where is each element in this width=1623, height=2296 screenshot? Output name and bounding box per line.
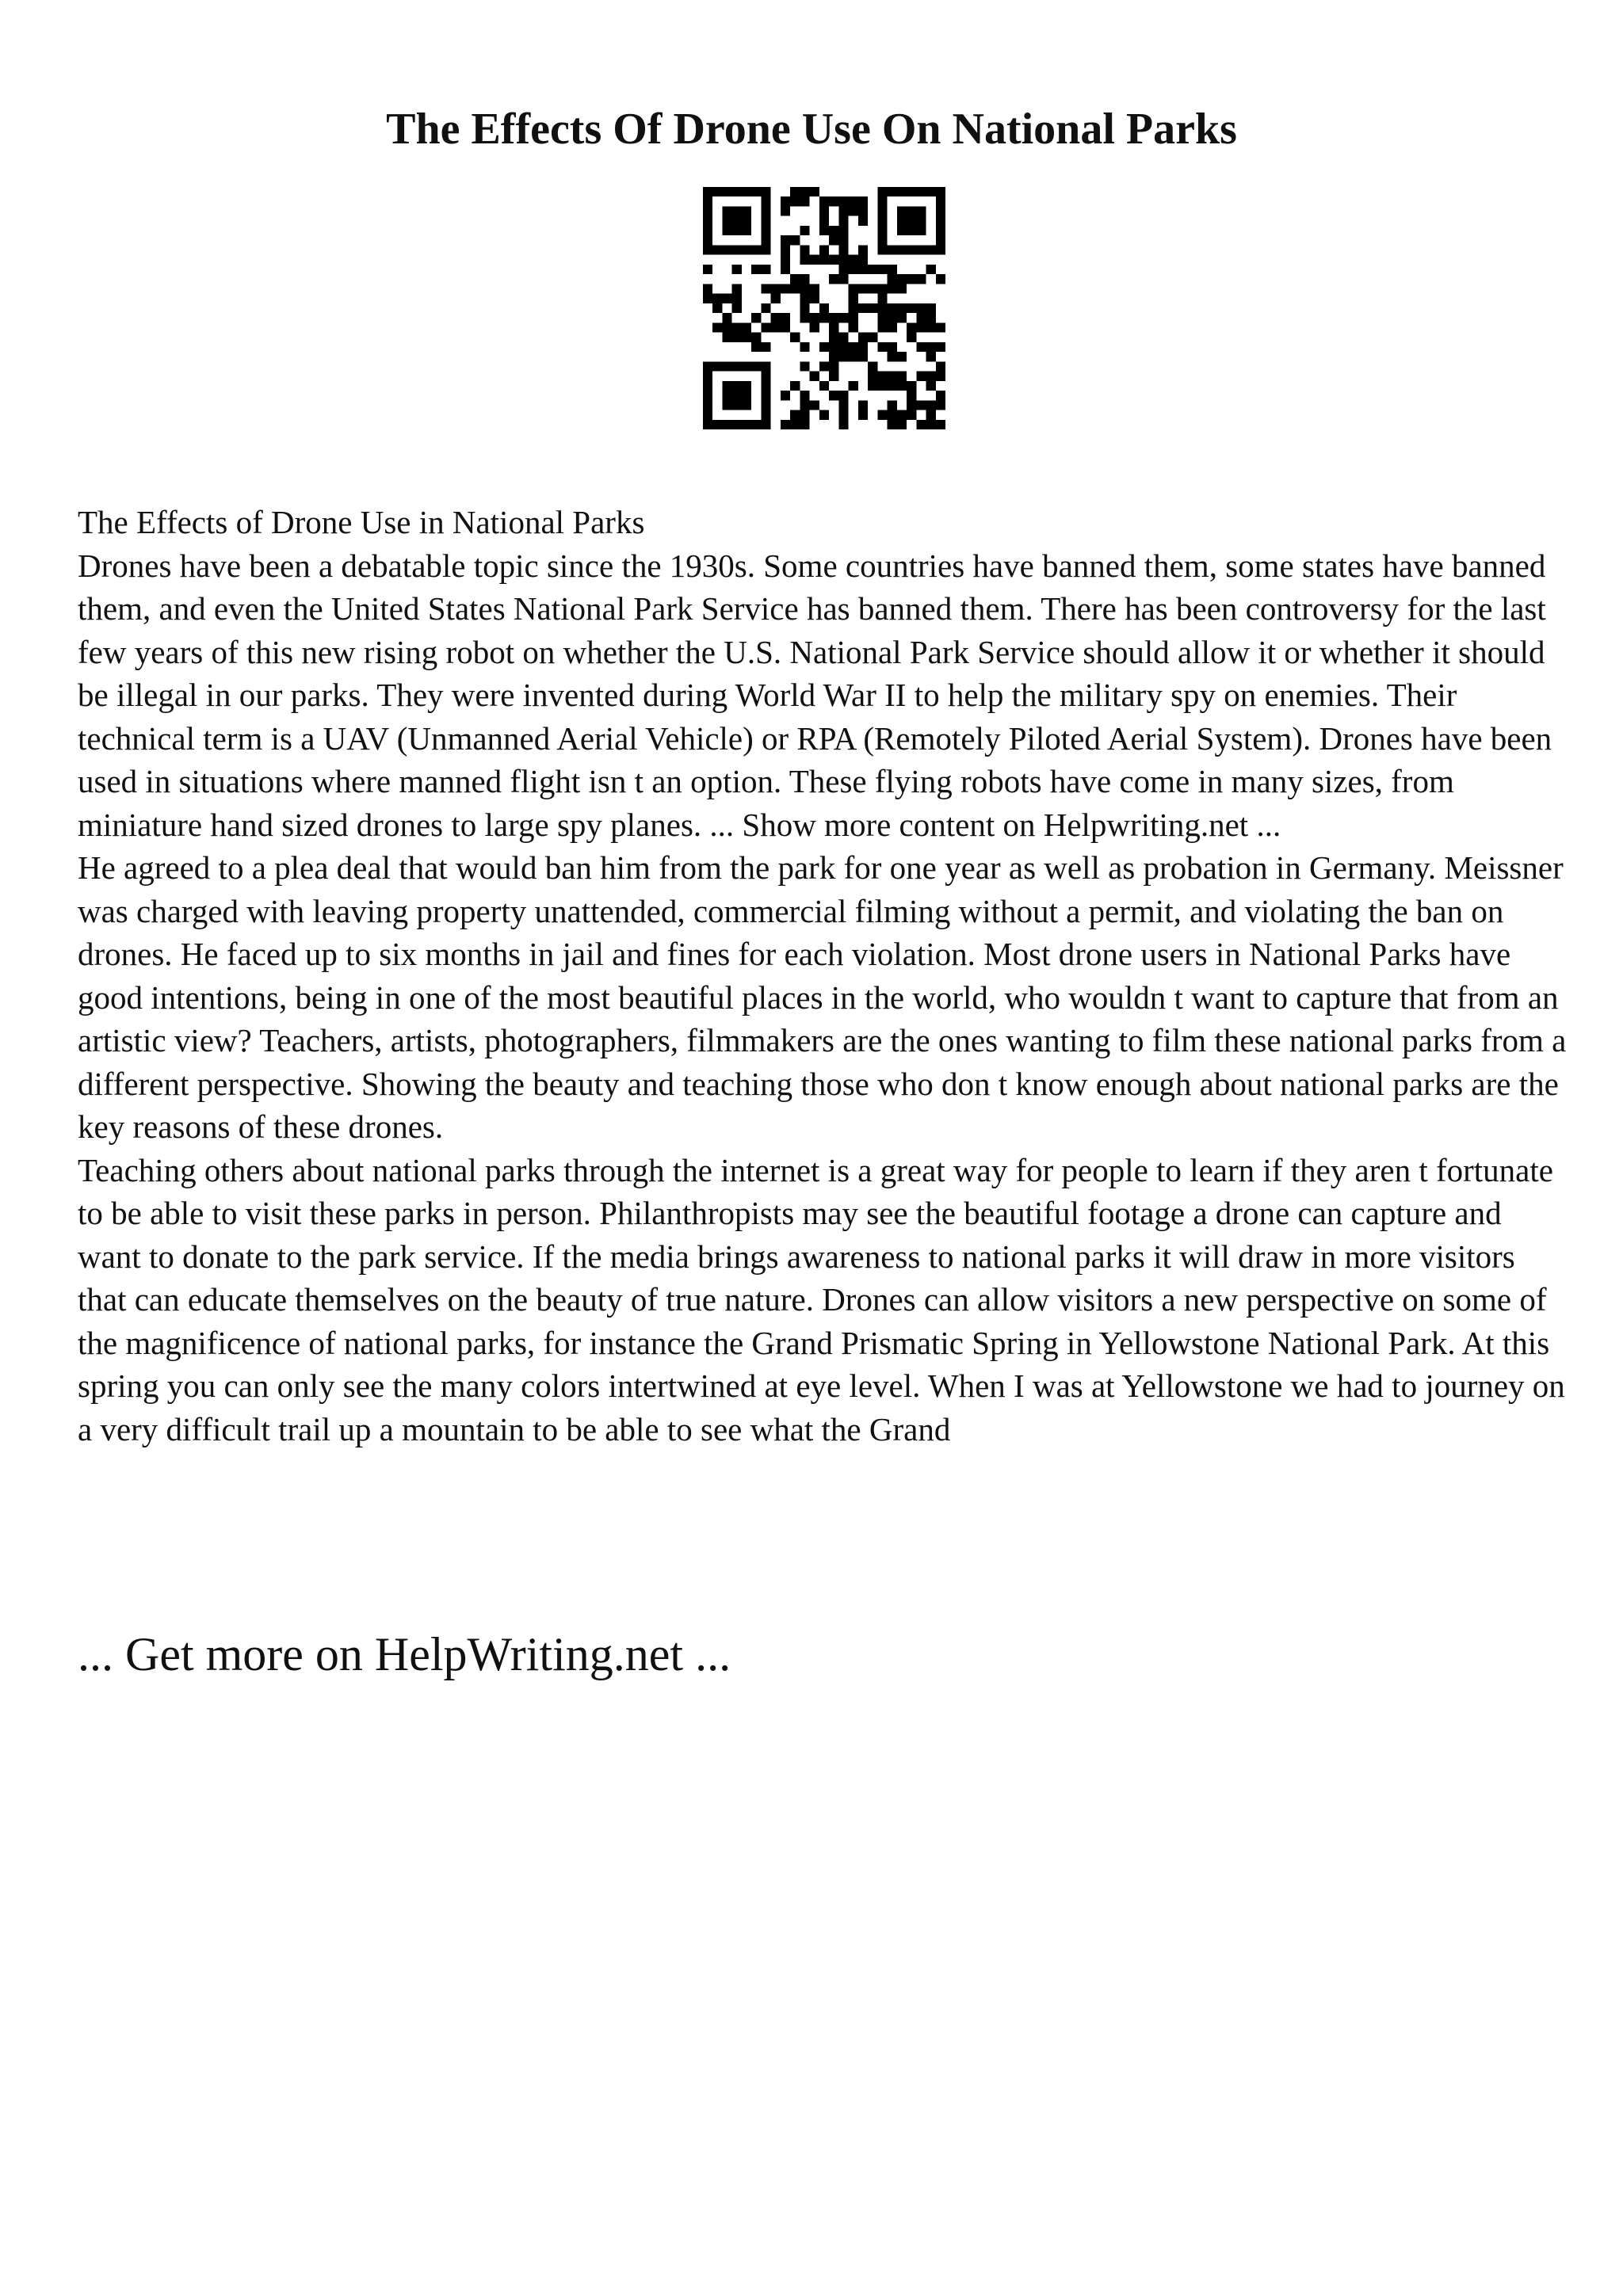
article-heading: The Effects of Drone Use in National Parks (78, 504, 645, 540)
article-body (78, 501, 1568, 1451)
article-paragraph-2: He agreed to a plea deal that would ban him from the park for one year as well as probation in Germany. Meissner was charged with leaving property unattended, commercial filming without a permit, and violating the ban on drones. He faced up to six months in jail and fines for each violation. Most drone users in National Parks have good intentions, being in one of the most beautiful places in the world, who wouldn t want to capture that from an artistic view? Teachers, artists, photographers, filmmakers are the ones wanting to film these national parks from a different perspective. Showing the beauty and teaching those who don t know enough about national parks are the key reasons of these drones. (78, 849, 1567, 1145)
qr-code-icon (703, 187, 945, 429)
article-paragraph-3: Teaching others about national parks through the internet is a great way for people to learn if they aren t fortunate to be able to visit these parks in person. Philanthropists may see the beautiful footage a drone can capture and want to donate to the park service. If the media brings awareness to national parks it will draw in more visitors that can educate themselves on the beauty of true nature. Drones can allow visitors a new perspective on some of the magnificence of national parks, for instance the Grand Prismatic Spring in Yellowstone National Park. At this spring you can only see the many colors intertwined at eye level. When I was at Yellowstone we had to journey on a very difficult trail up a mountain to be able to see what the Grand (78, 1151, 1565, 1447)
page-title: The Effects Of Drone Use On National Parks (386, 105, 1237, 154)
get-more-link[interactable]: ... Get more on HelpWriting.net ... (78, 1628, 731, 1680)
article-paragraph-1: Drones have been a debatable topic since the 1930s. Some countries have banned them, some states have banned them, and even the United States National Park Service has banned them. There has been controversy for the last few years of this new rising robot on whether the U.S. National Park Service should allow it or whether it should be illegal in our parks. They were invented during World War II to help the military spy on enemies. Their technical term is a UAV (Unmanned Aerial Vehicle) or RPA (Remotely Piloted Aerial System). Drones have been used in situations where manned flight isn t an option. These flying robots have come in many sizes, from miniature hand sized drones to large spy planes. ... Show more content on Helpwriting.net ... (78, 547, 1552, 843)
